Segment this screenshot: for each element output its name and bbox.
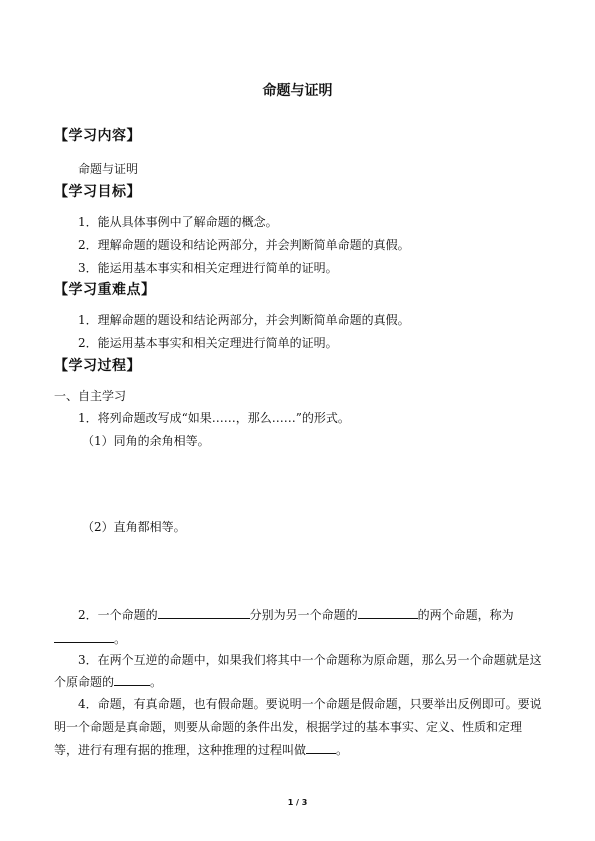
- question-3-line2: [54, 672, 162, 690]
- page-title: 命题与证明: [262, 83, 333, 99]
- heading-study-process: 【学习过程】: [54, 358, 141, 374]
- question-1-b: （2）直角都相等。: [82, 520, 186, 534]
- heading-key-points: 【学习重难点】: [54, 282, 156, 298]
- question-4-line1: 4．命题，有真命题，也有假命题。要说明一个命题是假命题，只要举出反例即可。要说: [78, 697, 542, 711]
- study-content-text: 命题与证明: [78, 162, 139, 176]
- heading-study-goals: 【学习目标】: [54, 184, 141, 200]
- question-3-end: 。: [150, 675, 163, 689]
- question-4-line2: 明一个命题是真命题，则要从命题的条件出发，根据学过的基本事实、定义、性质和定理: [54, 720, 523, 734]
- key-point-2: 2．能运用基本事实和相关定理进行简单的证明。: [78, 336, 338, 350]
- answer-blank-3[interactable]: [54, 629, 114, 643]
- answer-blank-5[interactable]: [306, 740, 336, 754]
- question-1: 1．将列命题改写成“如果……，那么……”的形式。: [78, 411, 350, 425]
- question-2-part-c: 的两个命题，称为: [417, 608, 514, 622]
- goal-item-2: 2．理解命题的题设和结论两部分，并会判断简单命题的真假。: [78, 238, 410, 252]
- question-2-part-a: 2．一个命题的: [78, 608, 158, 622]
- key-point-1: 1．理解命题的题设和结论两部分，并会判断简单命题的真假。: [78, 313, 410, 327]
- question-2-part-b: 分别为另一个命题的: [249, 608, 358, 622]
- goal-item-3: 3．能运用基本事实和相关定理进行简单的证明。: [78, 261, 338, 275]
- question-2-line2: [54, 629, 126, 647]
- answer-blank-2[interactable]: [358, 605, 418, 619]
- question-4-part-a: 等，进行有理有据的推理，这种推理的过程叫做: [54, 743, 307, 757]
- question-3-line1: 3．在两个互逆的命题中，如果我们将其中一个命题称为原命题，那么另一个命题就是这: [78, 653, 542, 667]
- goal-item-1: 1．能从具体事例中了解命题的概念。: [78, 215, 278, 229]
- page-number: 1 / 3: [287, 798, 308, 807]
- question-3-part-a: 个原命题的: [54, 675, 115, 689]
- question-1-a: （1）同角的余角相等。: [82, 434, 210, 448]
- question-4-end: 。: [336, 743, 349, 757]
- question-4-line3: [54, 740, 348, 758]
- answer-blank-4[interactable]: [114, 672, 150, 686]
- question-2-end: 。: [114, 632, 127, 646]
- answer-blank-1[interactable]: [158, 605, 250, 619]
- question-2-line1: [78, 605, 514, 623]
- part-self-study: 一、自主学习: [54, 389, 127, 403]
- heading-study-content: 【学习内容】: [54, 128, 141, 144]
